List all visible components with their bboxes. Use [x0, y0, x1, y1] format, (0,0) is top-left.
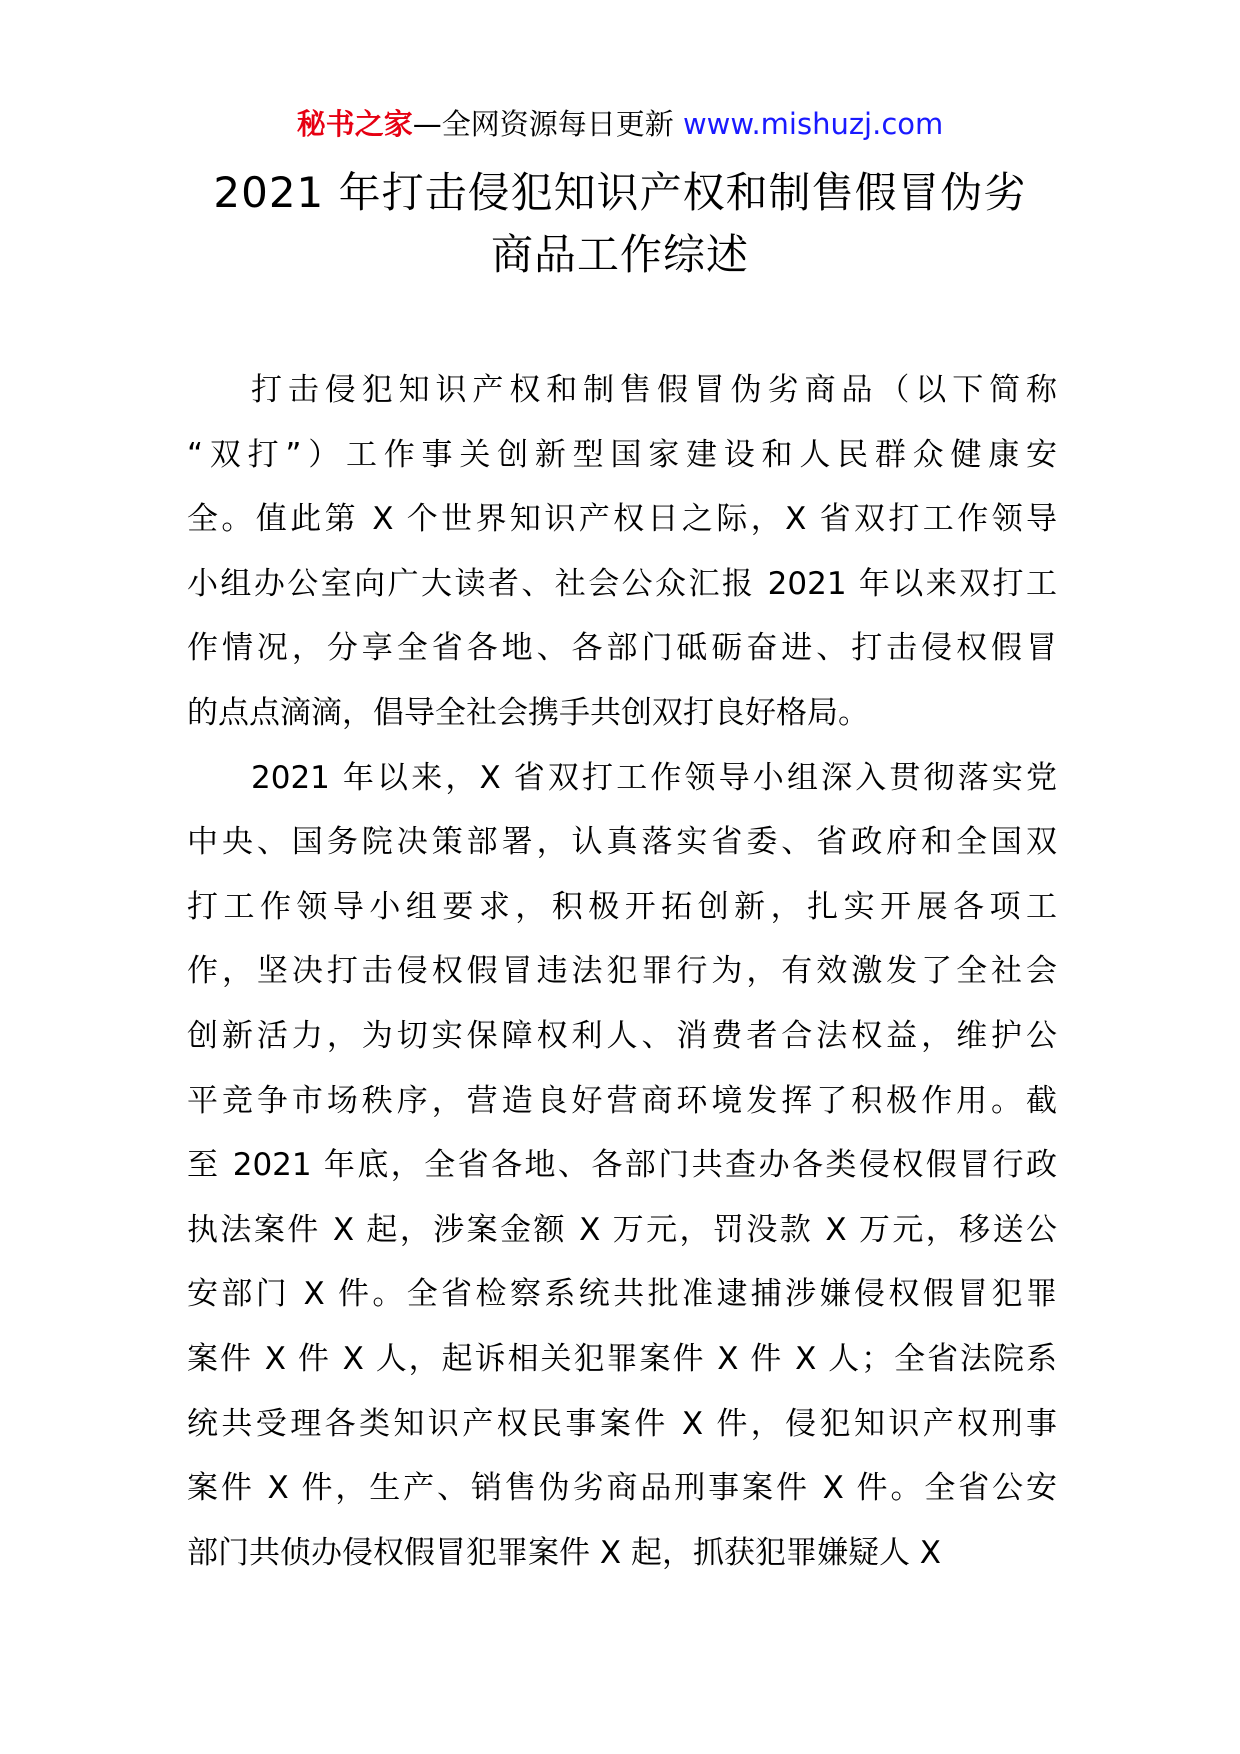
text-line: 作，坚决打击侵权假冒违法犯罪行为，有效激发了全社会: [187, 953, 1057, 990]
text-line: 小组办公室向广大读者、社会公众汇报 2021 年以来双打工: [187, 565, 1057, 602]
text-line: 部门共侦办侵权假冒犯罪案件 X 起，抓获犯罪嫌疑人 X: [187, 1534, 942, 1571]
title-line-2: 商品工作综述: [490, 230, 749, 279]
text-line: 作情况，分享全省各地、各部门砥砺奋进、打击侵权假冒: [187, 630, 1057, 667]
text-line: 统共受理各类知识产权民事案件 X 件，侵犯知识产权刑事: [187, 1405, 1057, 1442]
paragraph-2: [187, 746, 1057, 1586]
text-line: 2021 年以来，X 省双打工作领导小组深入贯彻落实党: [251, 759, 1057, 796]
site-header: [0, 104, 1240, 144]
document-title: [150, 162, 1090, 286]
text-line: 打击侵犯知识产权和制售假冒伪劣商品（以下简称: [251, 372, 1057, 408]
text-line: 创新活力，为切实保障权利人、消费者合法权益，维护公: [187, 1017, 1057, 1054]
text-line: 平竞争市场秩序，营造良好营商环境发挥了积极作用。截: [187, 1082, 1057, 1119]
text-line: 打工作领导小组要求，积极开拓创新，扎实开展各项工: [187, 888, 1057, 925]
text-line: 案件 X 件，生产、销售伪劣商品刑事案件 X 件。全省公安: [187, 1470, 1057, 1507]
text-line: 的点点滴滴，倡导全社会携手共创双打良好格局。: [187, 694, 869, 731]
text-line: 案件 X 件 X 人，起诉相关犯罪案件 X 件 X 人；全省法院系: [187, 1340, 1057, 1377]
text-line: 全。值此第 X 个世界知识产权日之际，X 省双打工作领导: [187, 501, 1057, 538]
text-line: 安部门 X 件。全省检察系统共批准逮捕涉嫌侵权假冒犯罪: [187, 1276, 1057, 1313]
text-line: “双打”）工作事关创新型国家建设和人民群众健康安: [187, 436, 1057, 473]
title-line-1: 2021 年打击侵犯知识产权和制售假冒伪劣: [213, 168, 1027, 217]
text-line: 中央、国务院决策部署，认真落实省委、省政府和全国双: [187, 824, 1057, 861]
site-url-link[interactable]: www.mishuzj.com: [682, 107, 944, 141]
text-line: 执法案件 X 起，涉案金额 X 万元，罚没款 X 万元，移送公: [187, 1211, 1057, 1248]
header-tagline: —全网资源每日更新: [412, 107, 683, 141]
text-line: 至 2021 年底，全省各地、各部门共查办各类侵权假冒行政: [187, 1147, 1057, 1184]
document-body: [187, 358, 1057, 1585]
paragraph-1: [187, 358, 1057, 746]
brand-name: 秘书之家: [296, 107, 413, 141]
